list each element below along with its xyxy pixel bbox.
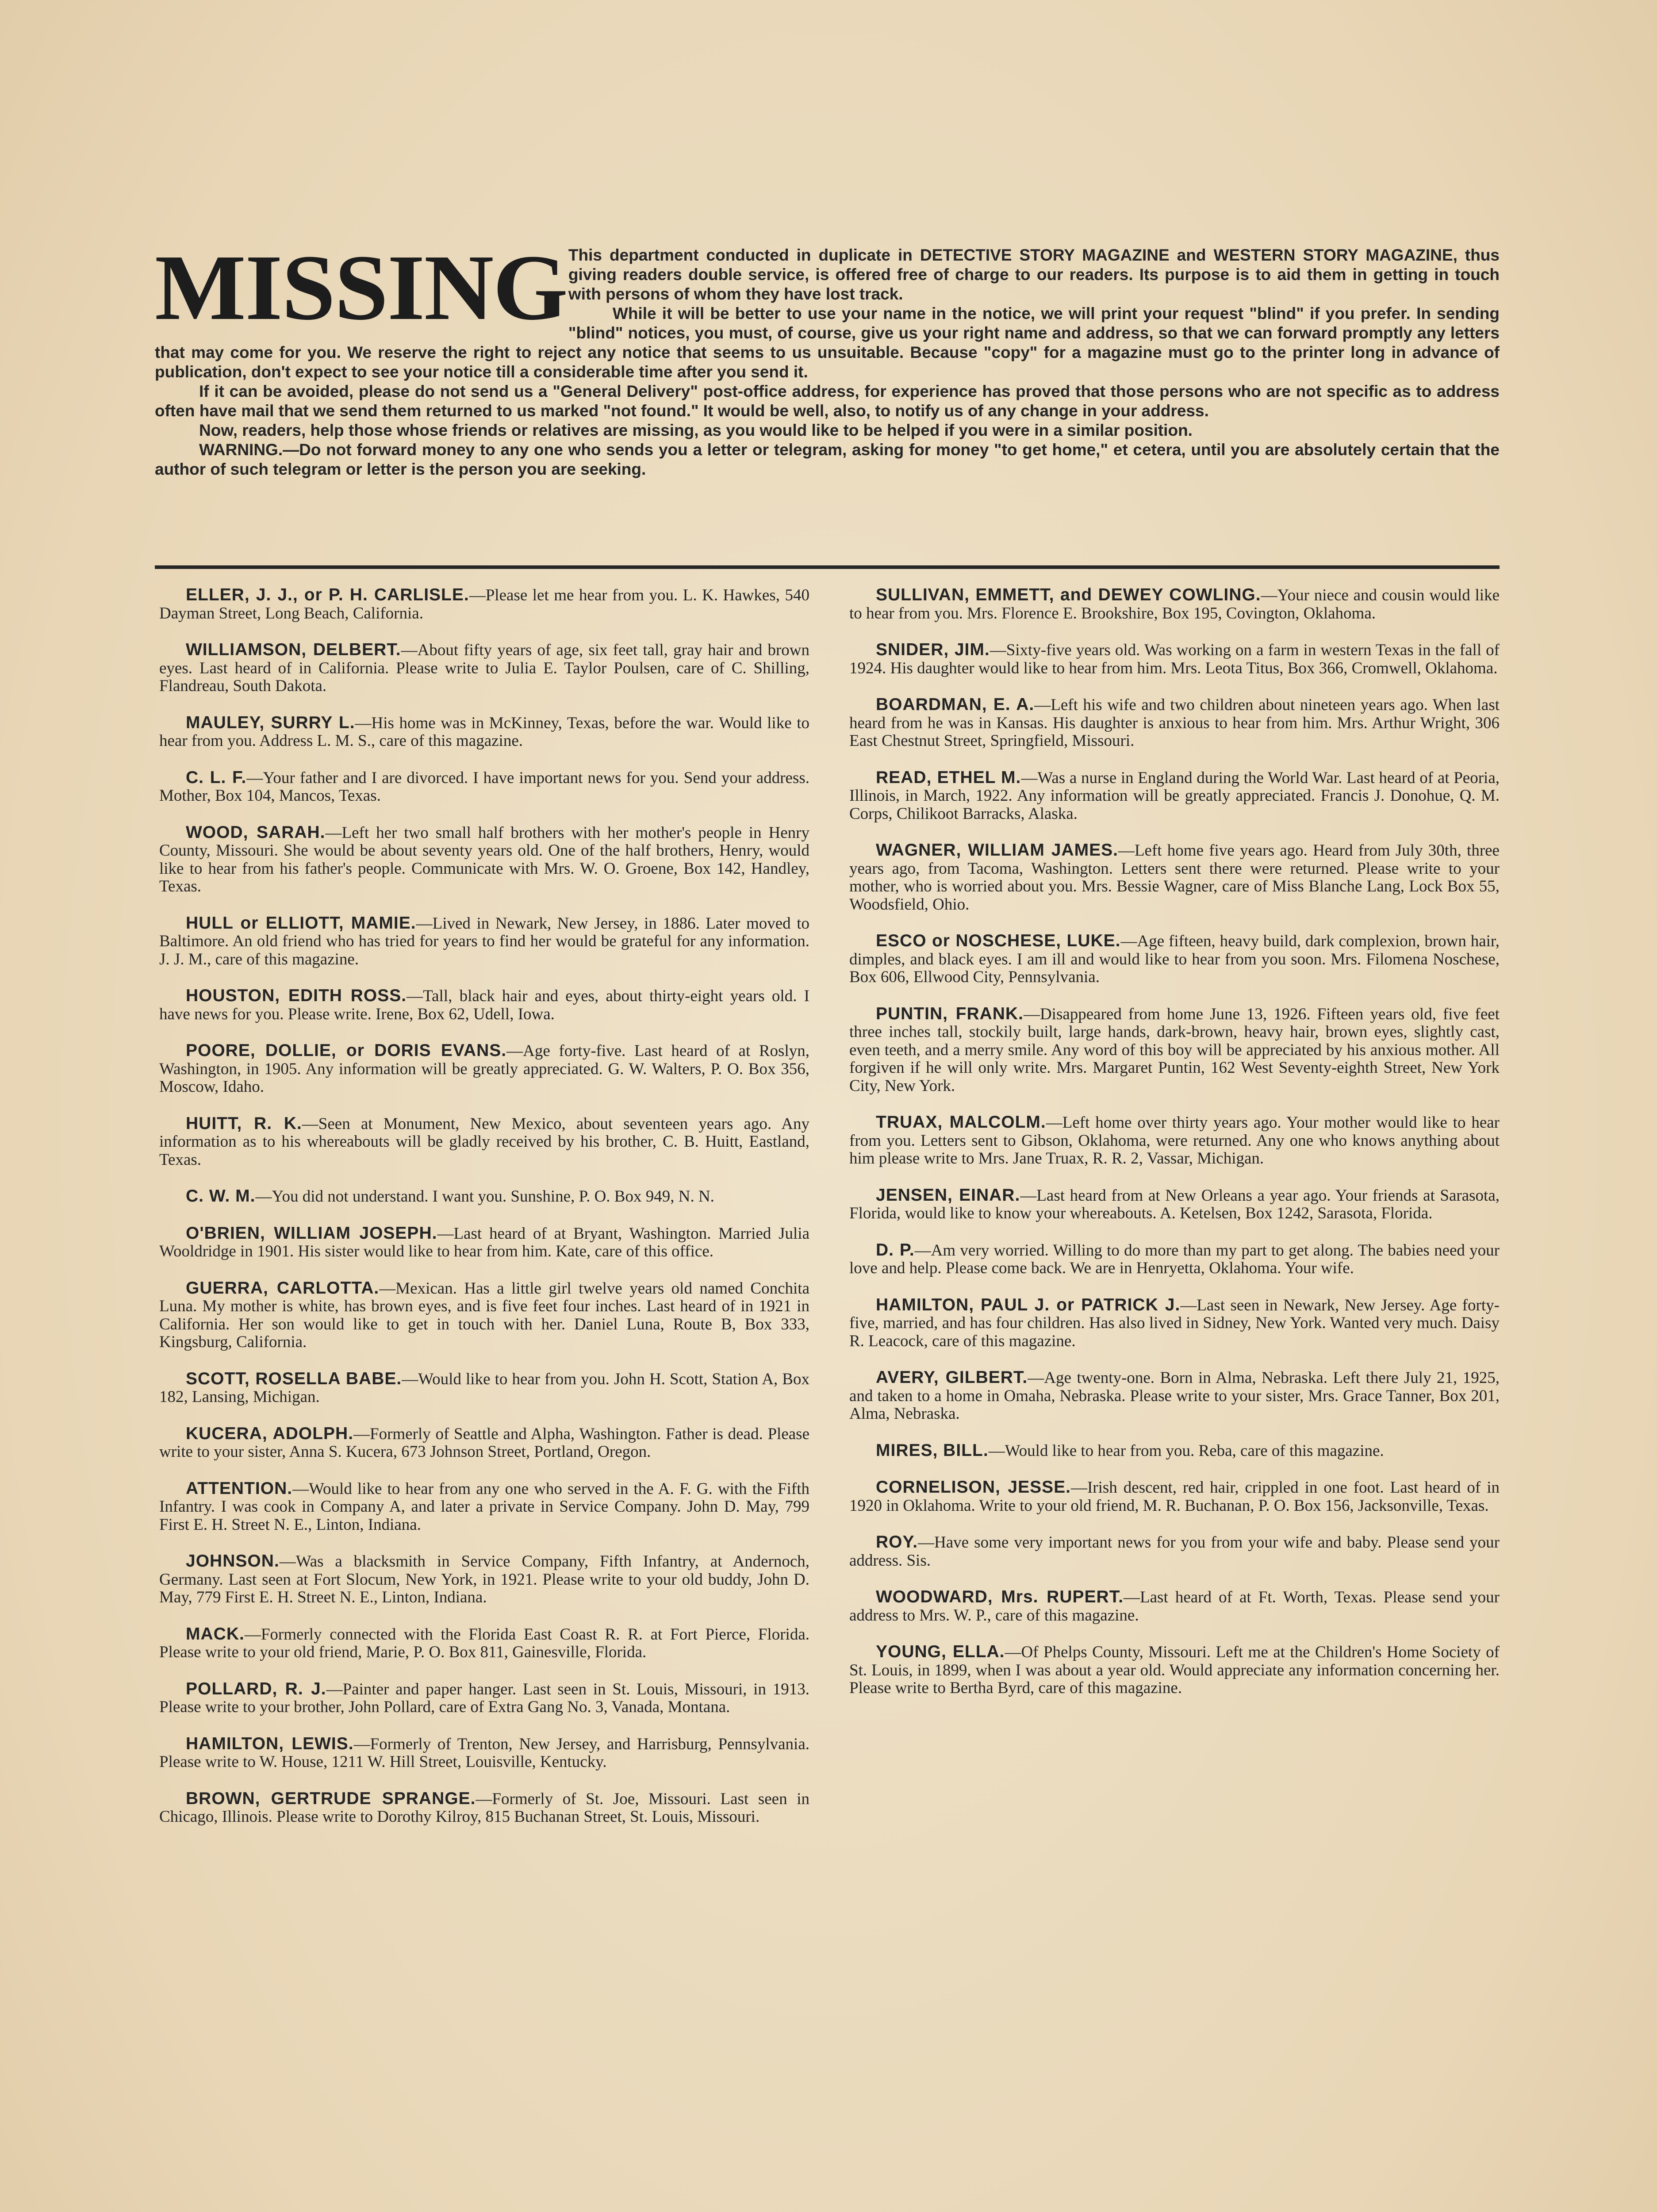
notice-text: —Painter and paper hanger. Last seen in St. Louis, Missouri, in 1913. Please write to your brother, John Pollard, care of Extra Gang No. 3, Vanada, Montana. bbox=[159, 1680, 809, 1716]
notice-name: POORE, DOLLIE, or DORIS EVANS. bbox=[186, 1041, 507, 1060]
notice-name: SULLIVAN, EMMETT, and DEWEY COWLING. bbox=[876, 585, 1261, 604]
notice-name: GUERRA, CARLOTTA. bbox=[186, 1278, 380, 1298]
notice-name: HAMILTON, LEWIS. bbox=[186, 1734, 354, 1753]
notice-entry bbox=[159, 1042, 809, 1096]
notice-entry bbox=[159, 1552, 809, 1607]
notice-name: BROWN, GERTRUDE SPRANGE. bbox=[186, 1789, 476, 1808]
notice-name: ATTENTION. bbox=[186, 1479, 293, 1498]
notice-name: WOODWARD, Mrs. RUPERT. bbox=[876, 1587, 1124, 1606]
notice-entry bbox=[849, 1643, 1500, 1697]
notice-name: WAGNER, WILLIAM JAMES. bbox=[876, 841, 1118, 860]
notice-entry bbox=[849, 841, 1500, 914]
notice-name: D. P. bbox=[876, 1240, 915, 1260]
notice-entry bbox=[159, 1790, 809, 1826]
notice-text: —Formerly connected with the Florida East Coast R. R. at Fort Pierce, Florida. Please write to your old friend, Marie, P. O. Box 811, Gainesville, Florida. bbox=[159, 1625, 809, 1661]
notice-entry bbox=[849, 1588, 1500, 1624]
notice-entry bbox=[159, 1735, 809, 1771]
notice-entry bbox=[159, 1480, 809, 1534]
notice-entry bbox=[849, 1241, 1500, 1278]
notice-entry bbox=[159, 1680, 809, 1717]
intro-paragraph: This department conducted in duplicate in DETECTIVE STORY MAGAZINE and WESTERN STORY MAGAZINE, thus giving readers double service, is offered free of charge to our readers. Its purpose is to aid them in getting in touch with persons of whom they have lost track. bbox=[568, 246, 1500, 303]
notice-text: —Your father and I are divorced. I have important news for you. Send your address. Mother, Box 104, Mancos, Texas. bbox=[159, 768, 809, 805]
notice-text: —You did not understand. I want you. Sunshine, P. O. Box 949, N. N. bbox=[255, 1187, 714, 1206]
notice-text: —Was a blacksmith in Service Company, Fifth Infantry, at Andernoch, Germany. Last seen at Fort Slocum, New York, in 1921. Please write to your old buddy, John D. May, 779 First E. H. Street N. E., Linton, Indiana. bbox=[159, 1552, 809, 1606]
notice-name: WOOD, SARAH. bbox=[186, 822, 326, 842]
notice-text: —Have some very important news for you from your wife and baby. Please send your address. Sis. bbox=[849, 1533, 1500, 1570]
notice-text: —Was a nurse in England during the World War. Last heard of at Peoria, Illinois, in March, 1922. Any information will be greatly appreciated. Francis J. Donohue, Q. M. Corps, Chilikoot Barracks, Alaska. bbox=[849, 768, 1500, 823]
notice-text: —Last seen in Newark, New Jersey. Age forty-five, married, and has four children. Has also lived in Sidney, New York. Wanted very much. Daisy R. Leacock, care of this magazine. bbox=[849, 1296, 1500, 1350]
notice-name: HOUSTON, EDITH ROSS. bbox=[186, 986, 407, 1005]
notice-text: —Lived in Newark, New Jersey, in 1886. Later moved to Baltimore. An old friend who has tried for years to find her would be grateful for any information. J. J. M., care of this magazine. bbox=[159, 914, 810, 968]
page-title: MISSING bbox=[155, 235, 568, 339]
notice-entry bbox=[849, 1296, 1500, 1351]
notice-entry bbox=[159, 1187, 809, 1206]
notice-text: —Age fifteen, heavy build, dark complexion, brown hair, dimples, and black eyes. I am ill and would like to hear from you soon. Mrs. Filomena Noschese, Box 606, Ellwood City, Pennsylvania. bbox=[849, 932, 1500, 986]
notice-text: —Formerly of Trenton, New Jersey, and Harrisburg, Pennsylvania. Please write to W. House, 1211 W. Hill Street, Louisville, Kentucky. bbox=[159, 1735, 809, 1771]
notice-entry bbox=[849, 641, 1500, 677]
notice-entry bbox=[159, 824, 809, 896]
notice-name: MACK. bbox=[186, 1624, 245, 1644]
notice-name: CORNELISON, JESSE. bbox=[876, 1478, 1071, 1497]
left-column bbox=[159, 586, 809, 1845]
notice-name: KUCERA, ADOLPH. bbox=[186, 1424, 354, 1443]
notice-entry bbox=[159, 586, 809, 622]
notice-entry bbox=[849, 696, 1500, 750]
notice-entry bbox=[849, 769, 1500, 823]
missing-header bbox=[155, 235, 1500, 479]
notice-entry bbox=[159, 769, 809, 805]
notice-name: BOARDMAN, E. A. bbox=[876, 695, 1035, 714]
notice-text: —Irish descent, red hair, crippled in one foot. Last heard of in 1920 in Oklahoma. Write to your old friend, M. R. Buchanan, P. O. Box 156, Jacksonville, Texas. bbox=[849, 1479, 1500, 1515]
notice-text: —Left home over thirty years ago. Your mother would like to hear from you. Letters sent to Gibson, Oklahoma, were returned. Any one who knows anything about him please write to Mrs. Jane Truax, R. R. 2, Vassar, Michigan. bbox=[849, 1114, 1500, 1167]
notice-name: ELLER, J. J., or P. H. CARLISLE. bbox=[186, 585, 469, 604]
notice-name: PUNTIN, FRANK. bbox=[876, 1004, 1024, 1023]
notice-name: JOHNSON. bbox=[186, 1551, 280, 1571]
notice-text: —Please let me hear from you. L. K. Hawkes, 540 Dayman Street, Long Beach, California. bbox=[159, 586, 809, 622]
notice-text: —Mexican. Has a little girl twelve years old named Conchita Luna. My mother is white, has brown eyes, and is five feet four inches. Last heard of in 1921 in California. Her son would like to get in touch with her. Daniel Luna, Route B, Box 333, Kingsburg, California. bbox=[159, 1279, 809, 1351]
intro-paragraph: If it can be avoided, please do not send us a "General Delivery" post-office address, for experience has proved that those persons who are not specific as to address often have mail that we send them returned to us marked "not found." It would be well, also, to notify us of any change in your address. bbox=[155, 382, 1500, 420]
notice-text: —Seen at Monument, New Mexico, about seventeen years ago. Any information as to his whereabouts will be gladly received by his brother, C. B. Huitt, Eastland, Texas. bbox=[159, 1114, 809, 1169]
notice-text: —Would like to hear from any one who served in the A. F. G. with the Fifth Infantry. I was cook in Company A, and later a private in Service Company. John D. May, 799 First E. H. Street N. E., Linton, Indiana. bbox=[159, 1479, 809, 1534]
notice-entry bbox=[849, 1005, 1500, 1095]
notice-name: POLLARD, R. J. bbox=[186, 1679, 326, 1698]
intro-paragraph: While it will be better to use your name in the notice, we will print your request "blind" if you prefer. In sending "blind" notices, you must, of course, give us your right name and address, so that we can forward promptly any letters that may come for you. We reserve the right to reject any notice that seems to us unsuitable. Because "copy" for a magazine must go to the printer long in advance of publication, don't expect to see your notice till a considerable time after you send it. bbox=[155, 304, 1500, 381]
notice-entry bbox=[159, 1115, 809, 1169]
notice-entry bbox=[159, 914, 809, 969]
notice-text: —Last heard of at Ft. Worth, Texas. Please send your address to Mrs. W. P., care of this magazine. bbox=[849, 1588, 1500, 1624]
notice-text: —Age forty-five. Last heard of at Roslyn, Washington, in 1905. Any information will be greatly appreciated. G. W. Walters, P. O. Box 356, Moscow, Idaho. bbox=[159, 1042, 809, 1096]
notice-name: C. L. F. bbox=[186, 768, 247, 787]
notice-text: —Formerly of St. Joe, Missouri. Last seen in Chicago, Illinois. Please write to Dorothy Kilroy, 815 Buchanan Street, St. Louis, Missouri. bbox=[159, 1790, 809, 1826]
notice-entry bbox=[849, 1479, 1500, 1515]
notice-text: —Left home five years ago. Heard from July 30th, three years ago, from Tacoma, Washington. Letters sent there were returned. Please write to your mother, who is worried about you. Mrs. Bessie Wagner, care of Miss Blanche Lang, Lock Box 55, Woodsfield, Ohio. bbox=[849, 841, 1500, 914]
notice-text: —Disappeared from home June 13, 1926. Fifteen years old, five feet three inches tall, stockily built, large hands, dark-brown, heavy hair, brown eyes, slightly cast, even teeth, and a merry smile. Any word of this boy will be appreciated by his anxious mother. All forgiven if he will only write. Mrs. Margaret Puntin, 162 West Seventy-eighth Street, New York City, New York. bbox=[849, 1005, 1500, 1095]
notice-entry bbox=[159, 1225, 809, 1261]
notice-text: —Last heard of at Bryant, Washington. Married Julia Wooldridge in 1901. His sister would like to hear from him. Kate, care of this office. bbox=[159, 1224, 810, 1260]
notice-text: —Your niece and cousin would like to hear from you. Mrs. Florence E. Brookshire, Box 195, Covington, Oklahoma. bbox=[849, 586, 1500, 622]
notice-name: O'BRIEN, WILLIAM JOSEPH. bbox=[186, 1223, 437, 1243]
notice-name: MAULEY, SURRY L. bbox=[186, 713, 355, 732]
notice-entry bbox=[159, 714, 809, 750]
notice-name: YOUNG, ELLA. bbox=[876, 1642, 1005, 1661]
notice-name: AVERY, GILBERT. bbox=[876, 1368, 1028, 1387]
notice-text: —Last heard from at New Orleans a year ago. Your friends at Sarasota, Florida, would like to know your whereabouts. A. Ketelsen, Box 1242, Sarasota, Florida. bbox=[849, 1186, 1500, 1222]
notice-text: —Tall, black hair and eyes, about thirty-eight years old. I have news for you. Please write. Irene, Box 62, Udell, Iowa. bbox=[159, 987, 809, 1023]
notice-name: WILLIAMSON, DELBERT. bbox=[186, 640, 401, 659]
notice-text: —Of Phelps County, Missouri. Left me at the Children's Home Society of St. Louis, in 1899, when I was about a year old. Would appreciate any information concerning her. Please write to Bertha Byrd, care of this magazine. bbox=[849, 1643, 1500, 1697]
notice-text: —Am very worried. Willing to do more than my part to get along. The babies need your love and help. Please come back. We are in Henryetta, Oklahoma. Your wife. bbox=[849, 1241, 1500, 1277]
notice-name: TRUAX, MALCOLM. bbox=[876, 1113, 1046, 1132]
notice-entry bbox=[159, 1279, 809, 1352]
notice-entry bbox=[849, 1114, 1500, 1168]
notice-entry bbox=[849, 1187, 1500, 1223]
notice-name: READ, ETHEL M. bbox=[876, 768, 1021, 787]
warning-paragraph: WARNING.—Do not forward money to any one who sends you a letter or telegram, asking for money "to get home," et cetera, until you are absolutely certain that the author of such telegram or letter is the person you are seeking. bbox=[155, 441, 1500, 478]
notice-text: —Would like to hear from you. Reba, care of this magazine. bbox=[988, 1441, 1384, 1460]
notice-text: —Formerly of Seattle and Alpha, Washington. Father is dead. Please write to your sister, Anna S. Kucera, 673 Johnson Street, Portland, Oregon. bbox=[159, 1425, 809, 1461]
notice-name: HUITT, R. K. bbox=[186, 1114, 302, 1133]
notice-entry bbox=[849, 1369, 1500, 1423]
notice-text: —About fifty years of age, six feet tall, gray hair and brown eyes. Last heard of in California. Please write to Julia E. Taylor Poulsen, care of C. Shilling, Flandreau, South Dakota. bbox=[159, 641, 809, 695]
notice-name: JENSEN, EINAR. bbox=[876, 1185, 1020, 1205]
notice-text: —Left his wife and two children about nineteen years ago. When last heard from he was in Kansas. His daughter is anxious to hear from him. Mrs. Arthur Wright, 306 East Chestnut Street, Springfield, Missouri. bbox=[849, 696, 1500, 750]
notice-entry bbox=[159, 1625, 809, 1662]
notice-entry bbox=[159, 1425, 809, 1461]
notice-text: —His home was in McKinney, Texas, before the war. Would like to hear from you. Address L. M. S., care of this magazine. bbox=[159, 714, 809, 750]
notice-name: HAMILTON, PAUL J. or PATRICK J. bbox=[876, 1295, 1181, 1314]
notice-entry bbox=[159, 987, 809, 1023]
notice-name: C. W. M. bbox=[186, 1187, 256, 1206]
notice-entry bbox=[159, 1370, 809, 1406]
divider-rule bbox=[155, 565, 1500, 569]
notice-name: SCOTT, ROSELLA BABE. bbox=[186, 1369, 402, 1388]
intro-paragraph: Now, readers, help those whose friends or relatives are missing, as you would like to be helped if you were in a similar position. bbox=[199, 421, 1193, 439]
notice-text: —Age twenty-one. Born in Alma, Nebraska. Left there July 21, 1925, and taken to a home in Omaha, Nebraska. Please write to your sister, Mrs. Grace Tanner, Box 201, Alma, Nebraska. bbox=[849, 1369, 1500, 1423]
notice-entry bbox=[849, 1533, 1500, 1570]
right-column bbox=[849, 586, 1500, 1716]
notice-name: HULL or ELLIOTT, MAMIE. bbox=[186, 913, 416, 933]
notice-name: ESCO or NOSCHESE, LUKE. bbox=[876, 931, 1121, 950]
notice-entry bbox=[159, 641, 809, 695]
notice-name: MIRES, BILL. bbox=[876, 1440, 989, 1460]
notice-name: SNIDER, JIM. bbox=[876, 640, 990, 659]
notice-text: —Would like to hear from you. John H. Scott, Station A, Box 182, Lansing, Michigan. bbox=[159, 1370, 809, 1406]
notice-name: ROY. bbox=[876, 1532, 918, 1551]
notice-entry bbox=[849, 586, 1500, 622]
notice-entry bbox=[849, 1442, 1500, 1460]
notice-text: —Left her two small half brothers with her mother's people in Henry County, Missouri. She would be about seventy years old. One of the half brothers, Henry, would like to hear from his father's people. Communicate with Mrs. W. O. Groene, Box 142, Handley, Texas. bbox=[159, 823, 810, 895]
notice-text: —Sixty-five years old. Was working on a farm in western Texas in the fall of 1924. His daughter would like to hear from him. Mrs. Leota Titus, Box 366, Cromwell, Oklahoma. bbox=[849, 641, 1500, 677]
notice-entry bbox=[849, 932, 1500, 987]
